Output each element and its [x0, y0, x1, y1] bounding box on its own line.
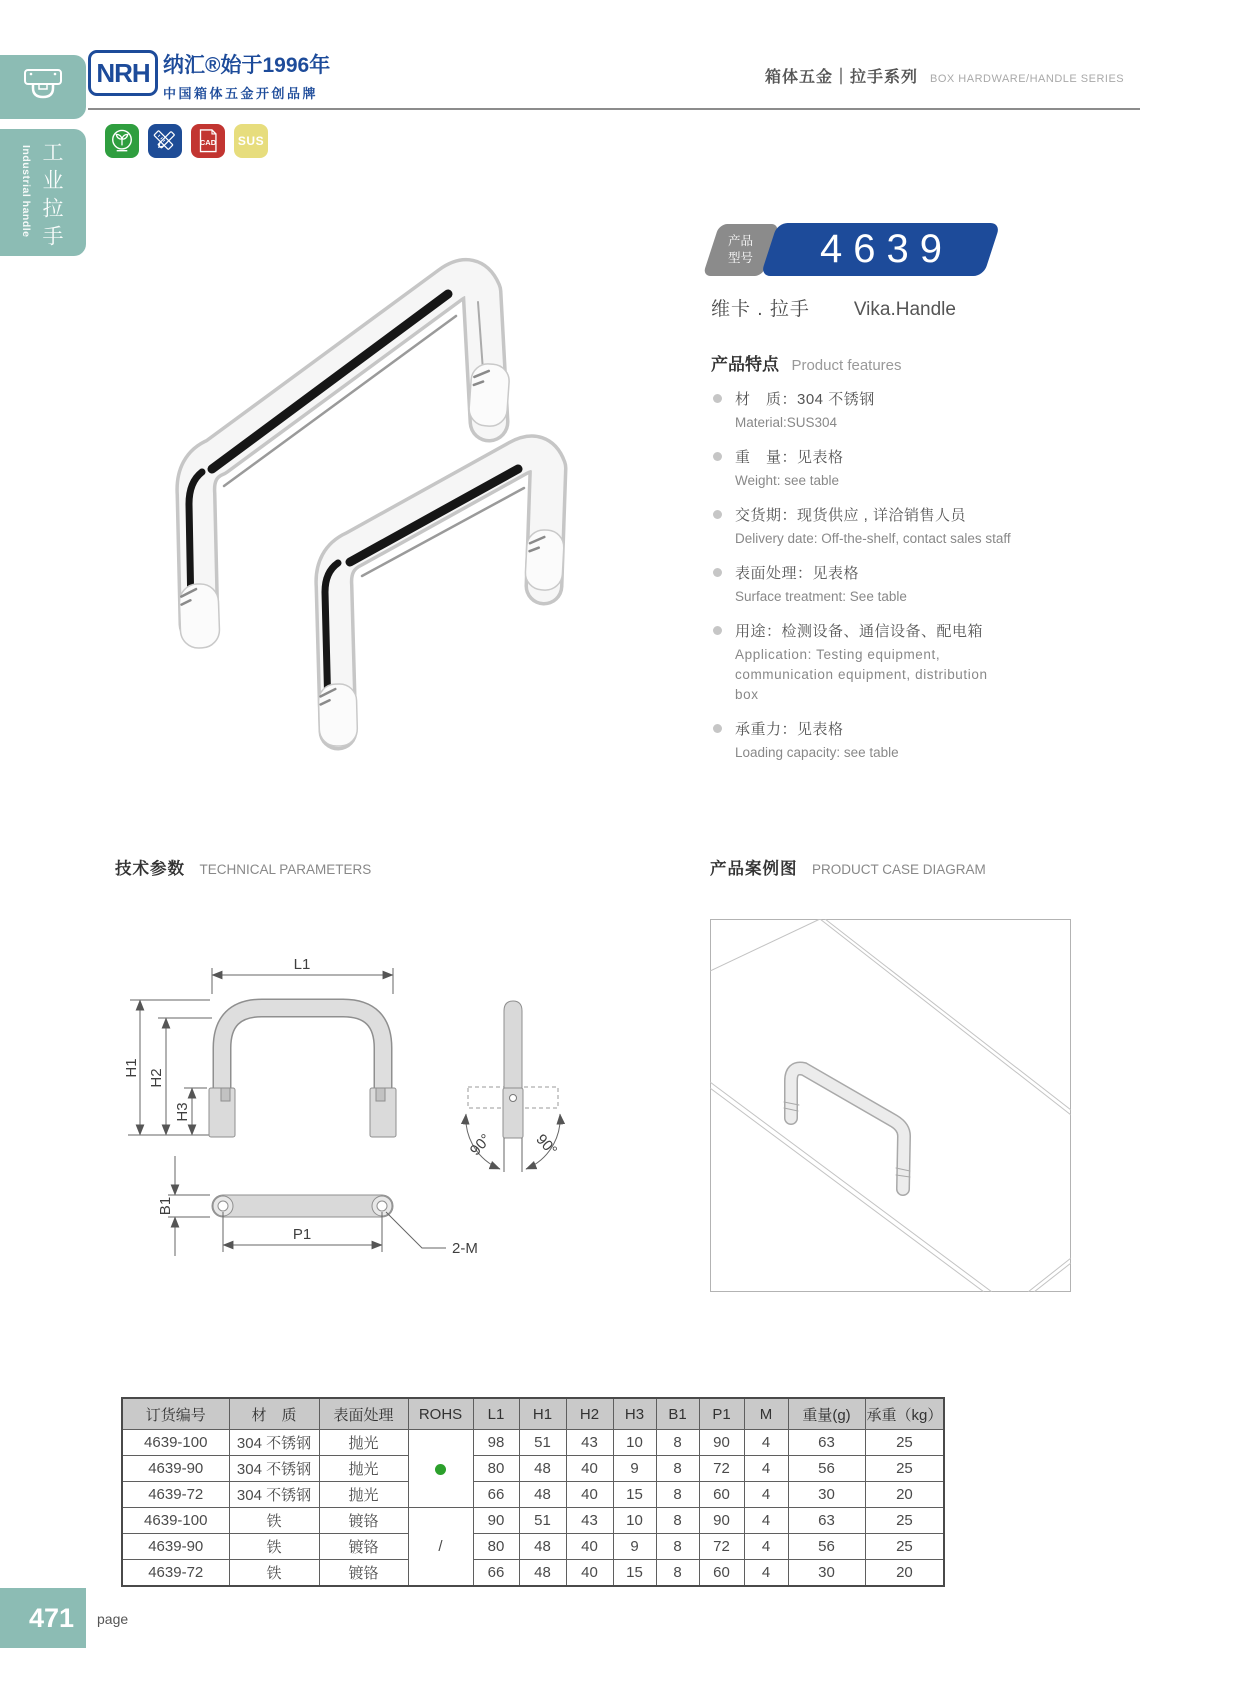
dim-label-p1: P1 — [292, 1226, 312, 1243]
table-row — [122, 1482, 944, 1508]
model-tag-text: 产品 型号 — [728, 234, 754, 265]
series-title-cn: 箱体五金｜拉手系列 — [765, 69, 919, 86]
table-cell: 90 — [699, 1430, 744, 1456]
feature-text-cn: 材 质：304 不锈钢 — [735, 391, 875, 408]
feature-text-cn: 表面处理：见表格 — [735, 565, 860, 582]
table-cell: 43 — [566, 1430, 613, 1456]
table-cell: 15 — [613, 1482, 656, 1508]
bullet-dot — [713, 568, 722, 577]
table-cell: 8 — [656, 1456, 699, 1482]
feature-text-en: Application: Testing equipment, communication equipment, distribution box — [735, 647, 988, 702]
table-cell: 48 — [519, 1482, 566, 1508]
nrh-logo-text: NRH — [96, 57, 150, 88]
feature-text-cn: 承重力：见表格 — [735, 721, 844, 738]
page-number-badge: 471 — [0, 1588, 86, 1648]
features-title — [711, 350, 1013, 375]
screw-label: 2-M — [452, 1240, 478, 1257]
feature-item — [711, 563, 1013, 607]
column-header: 订货编号 — [122, 1398, 229, 1430]
table-cell: 10 — [613, 1430, 656, 1456]
table-cell: 304 不锈钢 — [229, 1456, 319, 1482]
dim-label-h1: H1 — [123, 1058, 140, 1078]
sidebar-category-tab — [0, 55, 86, 119]
table-cell: 80 — [473, 1456, 519, 1482]
table-cell: 铁 — [229, 1534, 319, 1560]
table-cell: 25 — [865, 1534, 944, 1560]
case-title-en: PRODUCT CASE DIAGRAM — [811, 862, 986, 877]
table-cell: 9 — [613, 1534, 656, 1560]
table-cell: 8 — [656, 1430, 699, 1456]
bullet-dot — [713, 724, 722, 733]
spec-table — [121, 1397, 945, 1587]
table-cell: 56 — [788, 1534, 865, 1560]
table-cell: 63 — [788, 1430, 865, 1456]
table-cell: 30 — [788, 1560, 865, 1587]
table-cell: 51 — [519, 1508, 566, 1534]
feature-item — [711, 389, 1013, 433]
table-cell: 9 — [613, 1456, 656, 1482]
table-cell: 60 — [699, 1560, 744, 1587]
feature-text-en: Loading capacity: see table — [735, 745, 899, 760]
bullet-dot — [713, 510, 722, 519]
brand-slogan-line2: 中国箱体五金开创品牌 — [163, 86, 319, 101]
sidebar-series-tab — [0, 129, 86, 256]
feature-text-cn: 重 量：见表格 — [735, 449, 844, 466]
feature-text-en: Surface treatment: See table — [735, 589, 907, 604]
spec-table-body — [122, 1430, 944, 1587]
spec-table-head-row — [122, 1398, 944, 1430]
feature-text-en: Delivery date: Off-the-shelf, contact sales staff — [735, 531, 1011, 546]
table-cell: 4 — [744, 1430, 788, 1456]
table-cell: 40 — [566, 1534, 613, 1560]
column-header: B1 — [656, 1398, 699, 1430]
table-cell: 镀铬 — [319, 1560, 408, 1587]
feature-item — [711, 505, 1013, 549]
table-cell: 48 — [519, 1534, 566, 1560]
model-number: 4639 — [819, 227, 953, 271]
product-name — [711, 294, 956, 321]
case-title-cn: 产品案例图 — [710, 860, 798, 878]
cad-file-icon — [191, 124, 225, 158]
product-features — [711, 350, 1013, 777]
table-cell: 镀铬 — [319, 1508, 408, 1534]
rohs-green-dot — [435, 1464, 446, 1475]
bullet-dot — [713, 394, 722, 403]
table-cell: 40 — [566, 1482, 613, 1508]
column-header: H1 — [519, 1398, 566, 1430]
table-cell: 20 — [865, 1560, 944, 1587]
feature-text-en: Material:SUS304 — [735, 415, 838, 430]
page-label: page — [97, 1611, 129, 1627]
series-header — [765, 64, 1124, 87]
column-header: ROHS — [408, 1398, 473, 1430]
eco-icon — [105, 124, 139, 158]
table-cell: 20 — [865, 1482, 944, 1508]
technical-drawing — [100, 890, 660, 1290]
feature-item — [711, 621, 1013, 705]
dim-label-b1: B1 — [157, 1196, 174, 1216]
feature-text-cn: 用途：检测设备、通信设备、配电箱 — [735, 623, 984, 640]
table-cell: 4 — [744, 1456, 788, 1482]
tech-title-en: TECHNICAL PARAMETERS — [199, 862, 372, 877]
table-cell: 8 — [656, 1534, 699, 1560]
table-cell: 66 — [473, 1482, 519, 1508]
table-cell: 10 — [613, 1508, 656, 1534]
table-cell: 63 — [788, 1508, 865, 1534]
table-cell: 90 — [699, 1508, 744, 1534]
header-divider — [88, 108, 1140, 110]
feature-item — [711, 447, 1013, 491]
angle-label-left: 90° — [466, 1130, 495, 1160]
table-cell: 90 — [473, 1508, 519, 1534]
sidebar-label-en: Industrial handle — [20, 145, 32, 238]
table-cell: 98 — [473, 1430, 519, 1456]
dim-label-h3: H3 — [174, 1102, 191, 1122]
table-row — [122, 1534, 944, 1560]
table-cell: 60 — [699, 1482, 744, 1508]
product-name-cn: 维卡 . 拉手 — [711, 299, 810, 320]
table-cell: 4639-90 — [122, 1456, 229, 1482]
table-cell: 304 不锈钢 — [229, 1430, 319, 1456]
table-cell: 铁 — [229, 1508, 319, 1534]
table-cell: 25 — [865, 1508, 944, 1534]
features-title-en: Product features — [791, 357, 902, 374]
brand-slogan — [163, 49, 330, 102]
table-cell: 66 — [473, 1560, 519, 1587]
features-title-cn: 产品特点 — [711, 355, 779, 374]
model-number-banner — [760, 223, 1000, 276]
feature-text-en: Weight: see table — [735, 473, 840, 488]
table-cell: 48 — [519, 1456, 566, 1482]
table-cell: 30 — [788, 1482, 865, 1508]
table-cell: 4639-72 — [122, 1482, 229, 1508]
brand-slogan-line1: 纳汇®始于1996年 — [163, 54, 331, 77]
table-cell: 72 — [699, 1534, 744, 1560]
table-cell: 43 — [566, 1508, 613, 1534]
bullet-dot — [713, 626, 722, 635]
table-cell: 4 — [744, 1482, 788, 1508]
table-cell: 4639-72 — [122, 1560, 229, 1587]
table-row — [122, 1560, 944, 1587]
column-header: P1 — [699, 1398, 744, 1430]
product-photo-handles — [118, 232, 648, 772]
table-cell: 4639-100 — [122, 1430, 229, 1456]
column-header: 重量(g) — [788, 1398, 865, 1430]
section-technical-parameters — [115, 855, 371, 879]
feature-item — [711, 719, 1013, 763]
design-tools-icon — [148, 124, 182, 158]
table-cell: 4639-90 — [122, 1534, 229, 1560]
table-cell: 铁 — [229, 1560, 319, 1587]
tech-title-cn: 技术参数 — [115, 860, 185, 878]
table-cell: 4 — [744, 1560, 788, 1587]
table-row — [122, 1430, 944, 1456]
product-name-en: Vika.Handle — [853, 299, 956, 320]
rohs-cell-pass — [408, 1430, 473, 1508]
table-cell: 4 — [744, 1508, 788, 1534]
sus-label: SUS — [237, 134, 265, 148]
spec-table-grid — [121, 1397, 945, 1587]
table-cell: 4 — [744, 1534, 788, 1560]
table-cell: 304 不锈钢 — [229, 1482, 319, 1508]
sidebar-label-cn: 工业拉手 — [40, 141, 63, 253]
table-cell: 25 — [865, 1430, 944, 1456]
cert-icon-row — [105, 124, 268, 158]
column-header: 承重（kg） — [865, 1398, 944, 1430]
table-cell: 15 — [613, 1560, 656, 1587]
product-case-diagram — [710, 919, 1071, 1292]
feature-list — [711, 389, 1013, 763]
table-cell: 72 — [699, 1456, 744, 1482]
angle-label-right: 90° — [532, 1130, 561, 1160]
series-title-en: BOX HARDWARE/HANDLE SERIES — [930, 73, 1125, 85]
table-cell: 56 — [788, 1456, 865, 1482]
table-cell: 8 — [656, 1508, 699, 1534]
rohs-cell-na: / — [408, 1508, 473, 1587]
column-header: 材 质 — [229, 1398, 319, 1430]
table-cell: 4639-100 — [122, 1508, 229, 1534]
column-header: L1 — [473, 1398, 519, 1430]
table-row — [122, 1508, 944, 1534]
table-cell: 8 — [656, 1482, 699, 1508]
table-cell: 抛光 — [319, 1456, 408, 1482]
latch-handle-icon — [21, 67, 65, 108]
table-cell: 25 — [865, 1456, 944, 1482]
table-cell: 48 — [519, 1560, 566, 1587]
column-header: H3 — [613, 1398, 656, 1430]
dim-label-h2: H2 — [148, 1068, 165, 1088]
table-cell: 80 — [473, 1534, 519, 1560]
bullet-dot — [713, 452, 722, 461]
table-cell: 40 — [566, 1560, 613, 1587]
table-cell: 8 — [656, 1560, 699, 1587]
column-header: H2 — [566, 1398, 613, 1430]
table-cell: 抛光 — [319, 1430, 408, 1456]
section-product-case — [710, 855, 986, 879]
table-cell: 镀铬 — [319, 1534, 408, 1560]
column-header: M — [744, 1398, 788, 1430]
cad-label: CAD — [199, 137, 217, 147]
dim-label-l1: L1 — [293, 956, 311, 973]
nrh-logo — [88, 50, 158, 96]
table-row — [122, 1456, 944, 1482]
feature-text-cn: 交货期：现货供应 , 详洽销售人员 — [735, 507, 967, 524]
table-cell: 51 — [519, 1430, 566, 1456]
column-header: 表面处理 — [319, 1398, 408, 1430]
sus-material-icon — [234, 124, 268, 158]
table-cell: 40 — [566, 1456, 613, 1482]
table-cell: 抛光 — [319, 1482, 408, 1508]
